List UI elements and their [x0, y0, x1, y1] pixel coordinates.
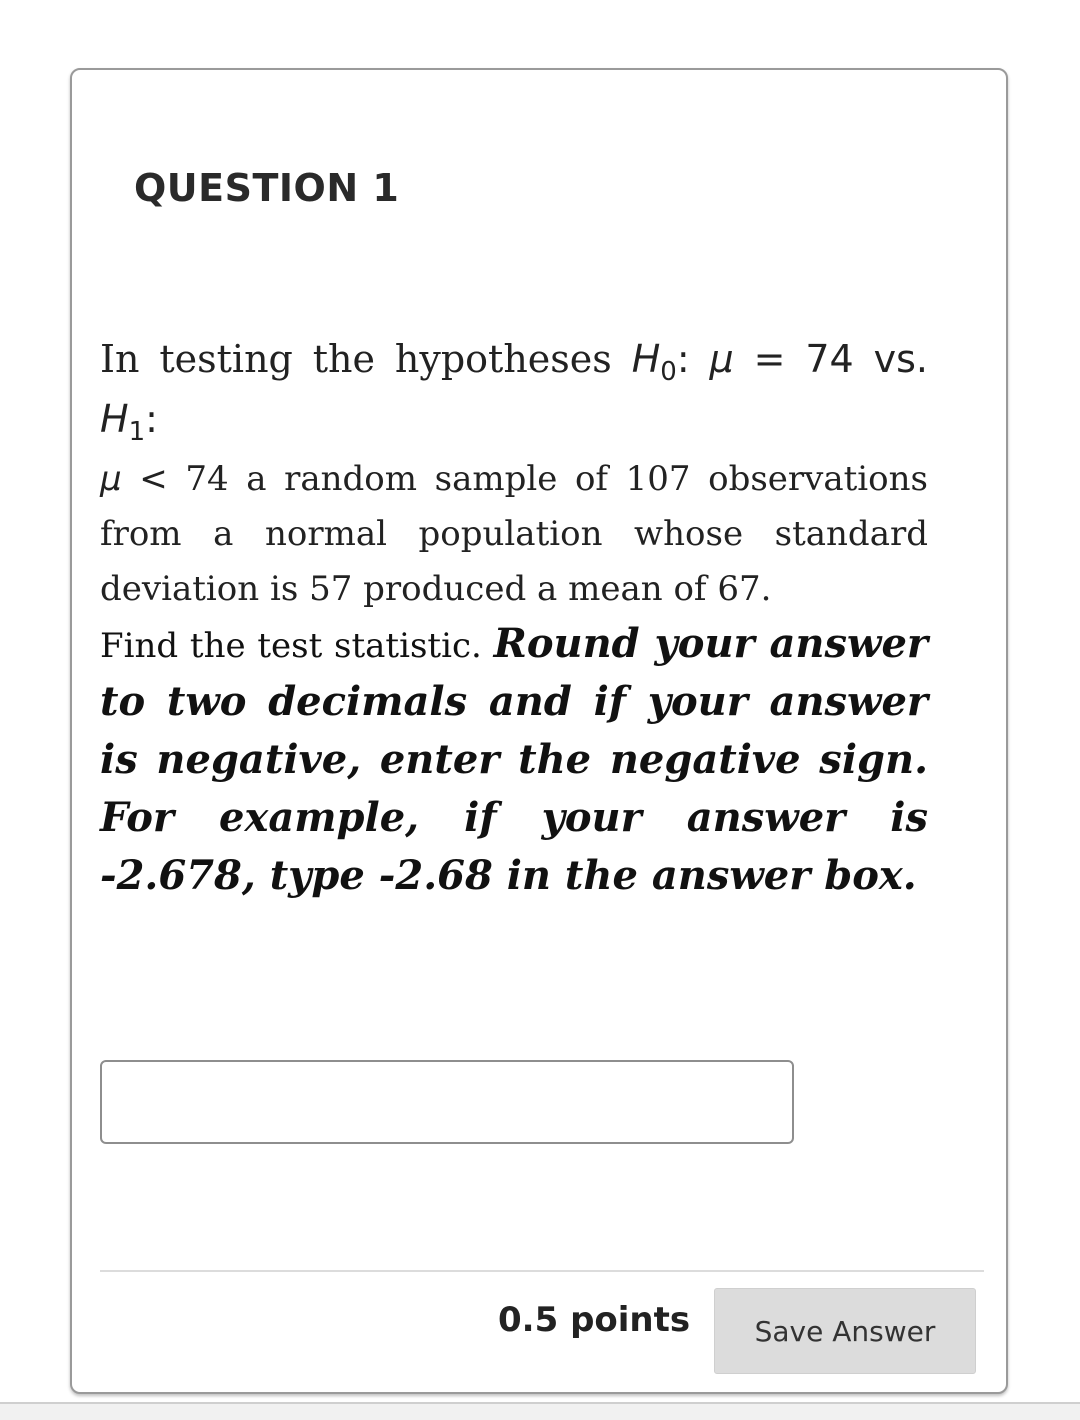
question-text-body: 74 a random sample of 107 observations from a normal population whose standard deviation is 57 produced a mean of 67.: [100, 459, 928, 609]
question-text-intro: In testing the hypotheses: [100, 337, 632, 381]
h0-value: = 74 vs.: [733, 337, 928, 381]
instruction-plain: Find the test statistic.: [100, 626, 494, 666]
instruction-text: [100, 616, 928, 906]
bottom-strip: [0, 1402, 1080, 1420]
points-label: 0.5 points: [498, 1300, 691, 1340]
h1-symbol: H: [100, 397, 129, 441]
instruction-emphasis: Round your answer to two decimals and if your answer is negative, enter the negative sign. For example, if your answer is -2.678, type -2.68 in the answer box.: [100, 620, 928, 899]
question-title: QUESTION 1: [134, 166, 400, 210]
question-text: [100, 332, 928, 617]
h0-colon: :: [676, 337, 710, 381]
divider: [100, 1270, 984, 1272]
h0-subscript: 0: [660, 357, 677, 387]
mu-symbol-2: μ: [100, 459, 122, 499]
save-answer-button[interactable]: Save Answer: [714, 1288, 976, 1374]
answer-input[interactable]: [100, 1060, 794, 1144]
mu-symbol: μ: [709, 337, 734, 381]
h0-symbol: H: [631, 337, 661, 381]
h1-subscript: 1: [128, 417, 146, 447]
question-card: [70, 68, 1008, 1394]
h1-colon: :: [145, 397, 158, 441]
less-than-sign: <: [121, 459, 186, 499]
